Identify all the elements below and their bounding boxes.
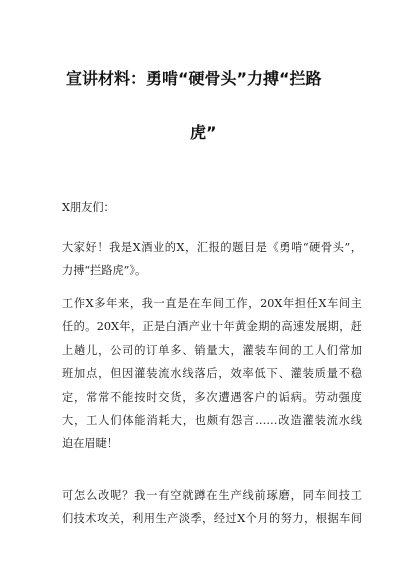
paragraph-2-line: 大，工人们体能消耗大，也颇有怨言……改造灌装流水线 (62, 413, 362, 427)
document-title-line-1: 宣讲材料：勇啃“硬骨头”力搏“拦路 (66, 69, 322, 88)
paragraph-1-line: 力搏“拦路虎”》。 (62, 264, 147, 278)
salutation (62, 196, 362, 219)
salutation-text: X朋友们： (62, 201, 115, 214)
paragraph-2-line: 定，常常不能按时交货，多次遭遇客户的诟病。劳动强度 (62, 390, 362, 404)
paragraph-1-line: 大家好！我是X酒业的X，汇报的题目是《勇啃“硬骨头”， (62, 241, 362, 254)
paragraph-1 (62, 236, 362, 283)
paragraph-2-line: 班加点，但因灌装流水线落后，效率低下、灌装质量不稳 (62, 367, 362, 381)
paragraph-2 (62, 292, 362, 456)
paragraph-2-line: 任的。20X年，正是白酒产业十年黄金期的高速发展期，赶 (62, 320, 362, 334)
paragraph-2-line: 工作X多年来，我一直是在车间工作，20X年担任X车间主 (62, 297, 362, 310)
paragraph-2-line: 上趟儿，公司的订单多、销量大，灌装车间的工人们常加 (62, 343, 362, 357)
document-title-line-2: 虎” (190, 123, 217, 142)
paragraph-2-line: 迫在眉睫！ (62, 437, 118, 451)
paragraph-3 (62, 484, 362, 531)
paragraph-3-line: 们技术攻关，利用生产淡季，经过X个月的努力，根据车间 (62, 512, 362, 526)
paragraph-3-line: 可怎么改呢？我一有空就蹲在生产线前琢磨，同车间技工 (62, 489, 362, 502)
